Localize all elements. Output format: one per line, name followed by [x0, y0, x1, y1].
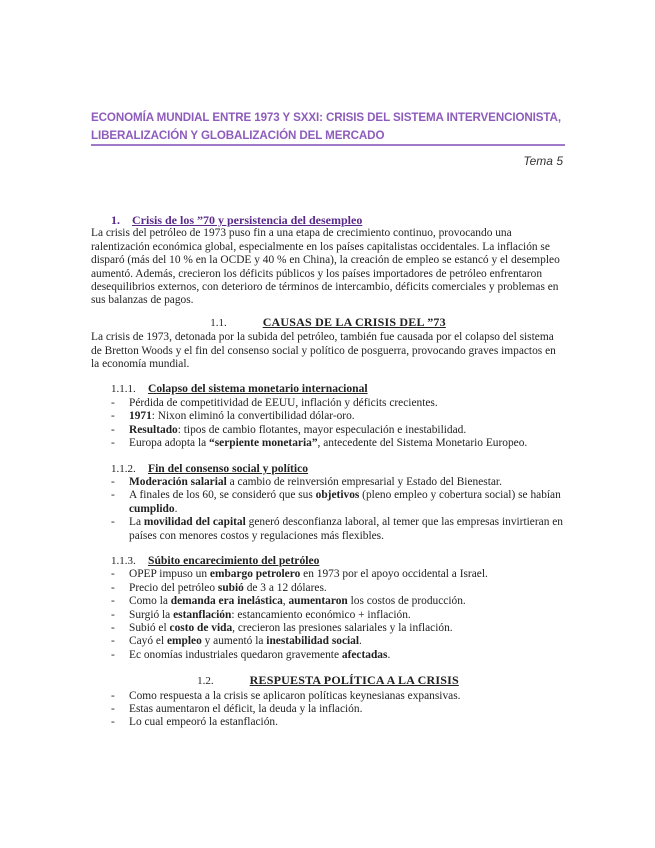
topic-number: Tema 5 — [523, 154, 563, 168]
list-item: - 1971: Nixon eliminó la convertibilidad dólar-oro. — [111, 410, 565, 423]
section-1-1-1-title: Colapso del sistema monetario internacional — [148, 382, 368, 396]
list-item: - Precio del petróleo subió de 3 a 12 dólares. — [111, 582, 565, 595]
section-1-1-3-title: Súbito encarecimiento del petróleo — [148, 553, 320, 567]
list-item: - OPEP impuso un embargo petrolero en 1973 por el apoyo occidental a Israel. — [111, 568, 565, 581]
section-1-1-1-list — [91, 397, 565, 451]
list-item: - Resultado: tipos de cambio flotantes, mayor especulación e inestabilidad. — [111, 424, 565, 437]
list-item: - Europa adopta la “serpiente monetaria”, antecedente del Sistema Monetario Europeo. — [111, 437, 565, 450]
section-1-2-list — [91, 690, 565, 730]
section-1-1-title: CAUSAS DE LA CRISIS DEL ”73 — [262, 314, 446, 329]
section-1-title: Crisis de los ”70 y persistencia del desempleo — [132, 213, 363, 227]
document-body — [91, 214, 565, 730]
section-1-paragraph: La crisis del petróleo de 1973 puso fin a una etapa de crecimiento continuo, provocando una ralentización económica global, especialmente en los países capitalistas occidentales. La inflación se disparó (más del 10 % en la OCDE y 40 % en China), la creación de empleo se estancó y el desempleo aumentó. Además, crecieron los déficits públicos y los países importadores de petróleo enfrentaron desequilibrios externos, con deterioro de términos de intercambio, déficits comerciales y problemas en sus balanzas de pagos. — [91, 227, 560, 307]
list-item: - Ec onomías industriales quedaron gravemente afectadas. — [111, 649, 565, 662]
list-item: - Estas aumentaron el déficit, la deuda y la inflación. — [111, 703, 565, 716]
list-item: - Subió el costo de vida, crecieron las presiones salariales y la inflación. — [111, 622, 565, 635]
list-item: - Cayó el empleo y aumentó la inestabilidad social. — [111, 635, 565, 648]
list-item: - Surgió la estanflación: estancamiento económico + inflación. — [111, 609, 565, 622]
section-1-1-2-heading — [111, 462, 565, 476]
list-item: - Como la demanda era inelástica, aumentaron los costos de producción. — [111, 595, 565, 608]
section-1-1-1-number: 1.1.1. — [111, 383, 136, 396]
section-1-1-3-heading — [111, 554, 565, 568]
section-1-1-1-heading — [111, 382, 565, 396]
section-1-1-number: 1.1. — [210, 316, 227, 329]
section-1-1-2-list — [91, 476, 565, 543]
section-1-1-2-number: 1.1.2. — [111, 462, 136, 475]
header-divider — [91, 144, 565, 146]
list-item: - Moderación salarial a cambio de reinversión empresarial y Estado del Bienestar. — [111, 476, 565, 489]
document-header-title: ECONOMÍA MUNDIAL ENTRE 1973 Y SXXI: CRISIS DEL SISTEMA INTERVENCIONISTA, LIBERALIZACIÓN Y GLOBALIZACIÓN DEL MERCADO — [91, 111, 561, 142]
section-1-1-heading — [91, 316, 565, 330]
list-item: - Como respuesta a la crisis se aplicaron políticas keynesianas expansivas. — [111, 690, 565, 703]
section-1-1-3-number: 1.1.3. — [111, 554, 136, 567]
list-item: - La movilidad del capital generó desconfianza laboral, al temer que las empresas invirtieran en países con menores costos y regulaciones más flexibles. — [111, 516, 565, 543]
section-1-1-3-list — [91, 568, 565, 662]
section-1-2-number: 1.2. — [197, 675, 214, 688]
section-1-number: 1. — [111, 213, 120, 227]
list-item: - Pérdida de competitividad de EEUU, inflación y déficits crecientes. — [111, 397, 565, 410]
section-1-1-paragraph: La crisis de 1973, detonada por la subida del petróleo, también fue causada por el colapso del sistema de Bretton Woods y el fin del consenso social y político de posguerra, provocando graves impactos en la economía mundial. — [91, 331, 556, 371]
section-1-2-title: RESPUESTA POLÍTICA A LA CRISIS — [249, 673, 459, 688]
section-1-heading — [111, 214, 565, 227]
section-1-1-2-title: Fin del consenso social y político — [148, 461, 309, 475]
list-item: - A finales de los 60, se consideró que sus objetivos (pleno empleo y cobertura social) se habían cumplido. — [111, 489, 565, 516]
section-1-2-heading — [91, 674, 565, 688]
list-item: - Lo cual empeoró la estanflación. — [111, 716, 565, 729]
